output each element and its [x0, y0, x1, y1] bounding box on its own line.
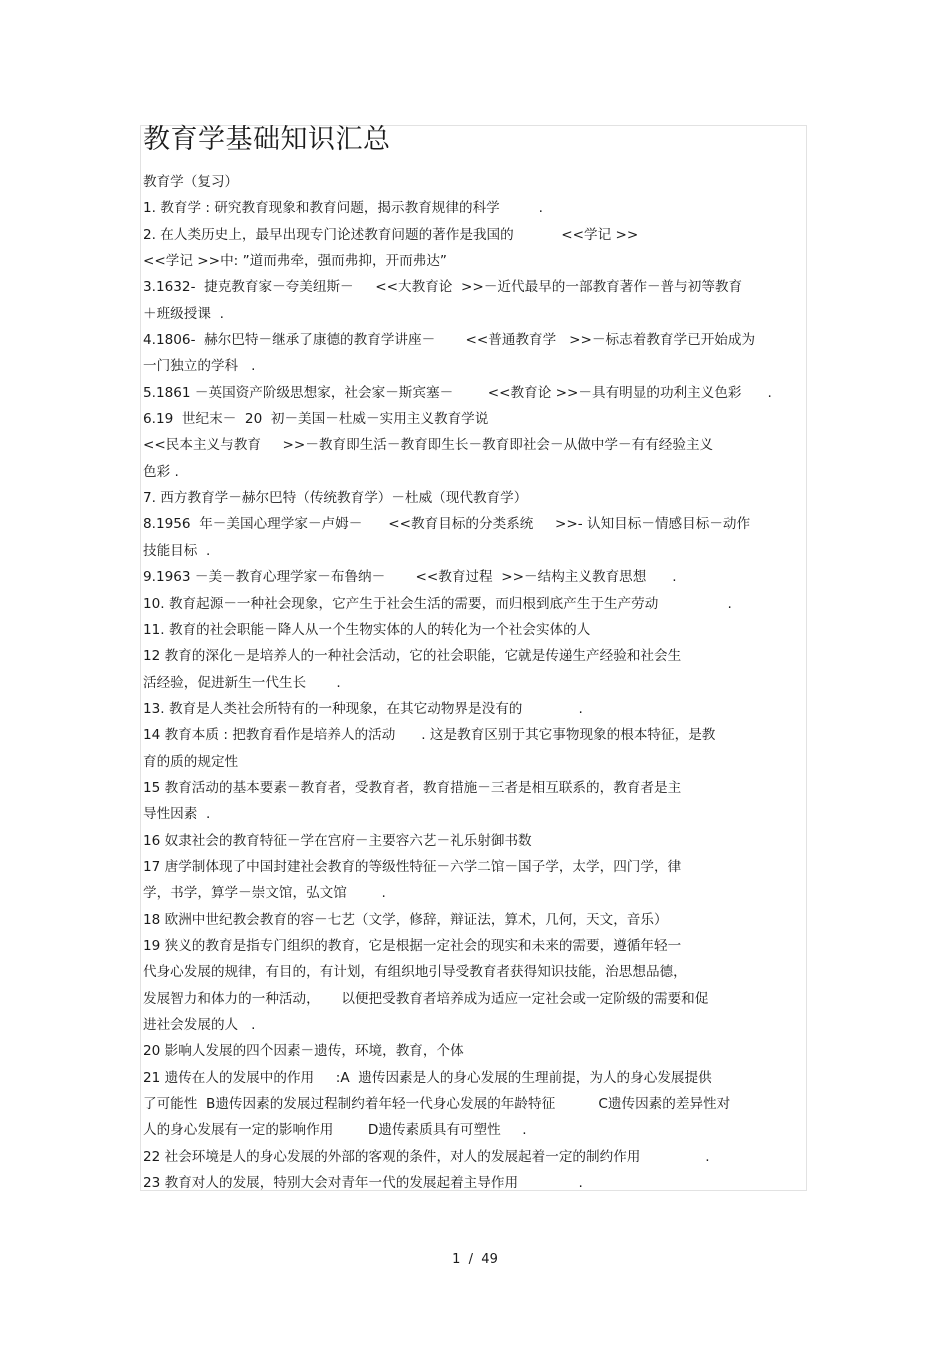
text-line: 14 教育本质 : 把教育看作是培养人的活动 . 这是教育区别于其它事物现象的根本特征，是教 — [143, 727, 716, 744]
text-line: 育的质的规定性 — [143, 753, 239, 770]
document-body — [143, 169, 805, 1196]
text-line: 10. 教育起源－一种社会现象，它产生于社会生活的需要，而归根到底产生于生产劳动 . — [143, 595, 732, 612]
text-line: 8.1956 年－美国心理学家－卢姆－ <<教育目标的分类系统 >>- 认知目标－情感目标－动作 — [143, 516, 751, 533]
text-line: 11. 教育的社会职能－降人从一个生物实体的人的转化为一个社会实体的人 — [143, 621, 591, 638]
text-line: 4.1806- 赫尔巴特－继承了康德的教育学讲座－ <<普通教育学 >>－标志着教育学已开始成为 — [143, 332, 756, 349]
text-line: 15 教育活动的基本要素－教育者，受教育者，教育措施－三者是相互联系的，教育者是主 — [143, 779, 682, 796]
text-line: 18 欧洲中世纪教会教育的容－七艺（文学，修辞，辩证法，算术，几何，天文，音乐） — [143, 911, 668, 928]
text-line: 5.1861 －英国资产阶级思想家，社会家－斯宾塞－ <<教育论 >>－具有明显的功利主义色彩 . — [143, 384, 772, 401]
text-line: 19 狭义的教育是指专门组织的教育，它是根据一定社会的现实和未来的需要，遵循年轻一 — [143, 937, 682, 954]
text-line: 了可能性 B遗传因素的发展过程制约着年轻一代身心发展的年龄特征 C遗传因素的差异性对 — [143, 1096, 731, 1113]
text-line: 7. 西方教育学－赫尔巴特（传统教育学）－杜威（现代教育学） — [143, 490, 528, 507]
text-line: 6.19 世纪末－ 20 初－美国－杜威－实用主义教育学说 — [143, 411, 489, 428]
text-line: 21 遗传在人的发展中的作用 :A 遗传因素是人的身心发展的生理前提，为人的身心发展提供 — [143, 1069, 712, 1086]
text-line: 一门独立的学科 . — [143, 358, 256, 375]
text-line: ＋班级授课 . — [143, 305, 224, 322]
page-number: 1 / 49 — [452, 1252, 498, 1267]
text-line: 人的身心发展有一定的影响作用 D遗传素质具有可塑性 . — [143, 1122, 527, 1139]
text-line: 导性因素 . — [143, 806, 211, 823]
text-line: 技能目标 . — [143, 542, 211, 559]
text-line: 1. 教育学 : 研究教育现象和教育问题，揭示教育规律的科学 . — [143, 200, 543, 217]
text-line: 教育学（复习） — [143, 174, 239, 190]
text-line: 9.1963 －美－教育心理学家－布鲁纳－ <<教育过程 >>－结构主义教育思想 . — [143, 569, 677, 586]
text-line: 16 奴隶社会的教育特征－学在宫府－主要容六艺－礼乐射御书数 — [143, 832, 532, 849]
text-line: 代身心发展的规律，有目的，有计划，有组织地引导受教育者获得知识技能，治思想品德， — [143, 964, 687, 981]
text-line: <<学记 >>中: ”道而弗牵，强而弗抑，开而弗达” — [143, 253, 447, 270]
text-line: 2. 在人类历史上，最早出现专门论述教育问题的著作是我国的 <<学记 >> — [143, 226, 639, 243]
text-line: 色彩 . — [143, 463, 179, 480]
text-line: 20 影响人发展的四个因素－遗传，环境，教育，个体 — [143, 1043, 464, 1060]
text-line: 学，书学，算学－崇文馆，弘文馆 . — [143, 885, 386, 902]
text-line: 发展智力和体力的一种活动， 以便把受教育者培养成为适应一定社会或一定阶级的需要和促 — [143, 990, 709, 1007]
text-line: 活经验，促进新生一代生长 . — [143, 674, 341, 691]
text-line: 12 教育的深化－是培养人的一种社会活动，它的社会职能，它就是传递生产经验和社会生 — [143, 648, 682, 665]
text-line: 23 教育对人的发展，特别大会对青年一代的发展起着主导作用 . — [143, 1175, 583, 1192]
text-line: 13. 教育是人类社会所特有的一种现象，在其它动物界是没有的 . — [143, 700, 583, 717]
text-line: 22 社会环境是人的身心发展的外部的客观的条件，对人的发展起着一定的制约作用 . — [143, 1148, 710, 1165]
text-line: 进社会发展的人 . — [143, 1017, 256, 1033]
text-line: 17 唐学制体现了中国封建社会教育的等级性特征－六学二馆－国子学，太学，四门学，律 — [143, 858, 682, 875]
text-line: <<民本主义与教育 >>－教育即生活－教育即生长－教育即社会－从做中学－有有经验主义 — [143, 437, 714, 454]
document-title: 教育学基础知识汇总 — [143, 124, 391, 155]
text-line: 3.1632- 捷克教育家－夸美纽斯－ <<大教育论 >>－近代最早的一部教育著作－普与初等教育 — [143, 279, 743, 296]
